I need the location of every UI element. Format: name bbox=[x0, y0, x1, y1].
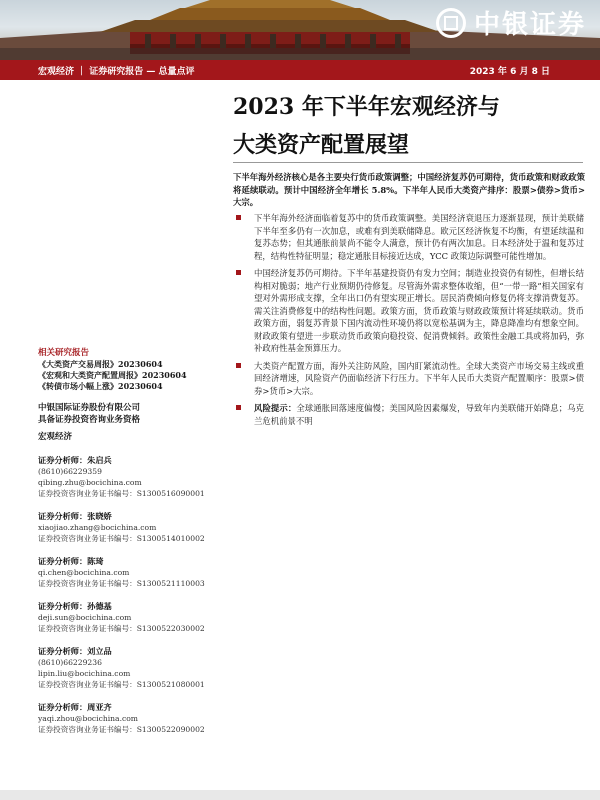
analyst-card bbox=[38, 455, 228, 499]
analyst-email[interactable]: xiaojiao.zhang@bocichina.com bbox=[38, 523, 157, 532]
sector-label: 宏观经济 bbox=[38, 432, 73, 442]
bullet-square-icon bbox=[236, 405, 241, 410]
bullet-square-icon bbox=[236, 363, 241, 368]
bullet-text: 中国经济复苏仍可期待。下半年基建投资仍有发力空间；制造业投资仍有韧性，但增长结构相对脆弱；地产行业预期仍待修复。尽管海外需求整体收缩，但“一带一路”相关国家有望对外需形成支撑，全年出口仍有望实现正增长。居民消费倾向修复仍将支撑消费复苏。需关注消费修复中的结构性问题。政策方面，货币政策与财政政策预计将延续联动。货币政策方面，弱复苏背景下国内流动性环境仍将以宽松基调为主，降息降准均有想象空间。财政政策有望进一步联动货币政策向稳投资、促消费倾斜。政策性金融工具或将加码，弥补政府性基金预算压力。 bbox=[254, 268, 584, 353]
bullet-square-icon bbox=[236, 270, 241, 275]
report-title bbox=[233, 88, 573, 164]
analyst-name: 刘立品 bbox=[87, 646, 112, 656]
analyst-card bbox=[38, 511, 228, 544]
analyst-name: 周亚齐 bbox=[87, 702, 112, 712]
title-line-1: 2023 年下半年宏观经济与 bbox=[233, 94, 500, 120]
bank-logo-icon bbox=[436, 8, 466, 38]
company-logo bbox=[436, 4, 586, 41]
analyst-email[interactable]: qi.chen@bocichina.com bbox=[38, 568, 130, 577]
analyst-cert: 证券投资咨询业务证书编号：S1300522090002 bbox=[38, 725, 205, 734]
analyst-name: 陈琦 bbox=[87, 556, 104, 566]
analyst-card bbox=[38, 556, 228, 589]
bullet-item bbox=[236, 267, 584, 355]
bullet-item bbox=[236, 360, 584, 398]
analyst-phone: (8610)66229359 bbox=[38, 467, 102, 476]
analyst-cert: 证券投资咨询业务证书编号：S1300521110003 bbox=[38, 579, 205, 588]
analyst-name: 朱启兵 bbox=[87, 455, 112, 465]
logo-text: 中银证券 bbox=[473, 10, 586, 40]
risk-text: 全球通胀回落速度偏慢；美国风险因素爆发，导致年内美联储开始降息；乌克兰危机前景不明 bbox=[254, 403, 585, 426]
analyst-name: 张晓娇 bbox=[87, 511, 112, 521]
company-name: 中银国际证券股份有限公司 bbox=[38, 403, 141, 413]
analyst-role: 证券分析师： bbox=[38, 511, 88, 521]
analyst-name: 孙德基 bbox=[87, 601, 112, 611]
analyst-role: 证券分析师： bbox=[38, 601, 88, 611]
sidebar bbox=[38, 348, 228, 735]
bullet-text: 大类资产配置方面，海外关注防风险，国内盯紧流动性。全球大类资产市场交易主线或重回经济增速，风险资产仍面临经济下行压力。下半年人民币大类资产配置顺序：股票>债券>货币>大宗。 bbox=[254, 360, 584, 396]
header-banner bbox=[0, 0, 600, 60]
company-info bbox=[38, 402, 228, 426]
risk-warning bbox=[236, 402, 584, 427]
bullet-square-icon bbox=[236, 215, 241, 220]
analyst-cert: 证券投资咨询业务证书编号：S1300522030002 bbox=[38, 624, 205, 633]
key-points bbox=[236, 212, 584, 432]
analyst-email[interactable]: lipin.liu@bocichina.com bbox=[38, 669, 131, 678]
analyst-email[interactable]: yaqi.zhou@bocichina.com bbox=[38, 714, 139, 723]
analyst-role: 证券分析师： bbox=[38, 556, 88, 566]
bullet-text: 下半年海外经济面临着复苏中的货币政策调整。美国经济衰退压力逐渐显现，预计美联储下半年至多仍有一次加息，或难有到美联储降息。欧元区经济恢复不均衡，有望延续温和复苏态势；但其通胀前景尚不能令人满意，预计仍有两次加息。日本经济处于温和复苏过程，结构性特征明显；稳定通胀目标接近达成，YCC 政策边际调整可能性增加。 bbox=[254, 213, 584, 261]
risk-heading: 风险提示： bbox=[254, 403, 297, 413]
related-reports-heading: 相关研究报告 bbox=[38, 348, 90, 358]
analyst-card bbox=[38, 601, 228, 634]
related-report-link[interactable]: 《宏观和大类资产配置周报》20230604 bbox=[38, 370, 187, 380]
company-qualification: 具备证券投资咨询业务资格 bbox=[38, 415, 141, 425]
summary-paragraph: 下半年海外经济核心是各主要央行货币政策调整；中国经济复苏仍可期待，货币政策和财政政策将延续联动。预计中国经济全年增长 5.8%。下半年人民币大类资产排序：股票>债券>货币>大宗。 bbox=[233, 172, 585, 207]
analyst-cert: 证券投资咨询业务证书编号：S1300514010002 bbox=[38, 534, 205, 543]
title-line-2: 大类资产配置展望 bbox=[233, 132, 410, 158]
page-footer-bar bbox=[0, 790, 600, 800]
analyst-cert: 证券投资咨询业务证书编号：S1300521080001 bbox=[38, 680, 205, 689]
report-date: 2023 年 6 月 8 日 bbox=[469, 67, 550, 77]
analyst-cert: 证券投资咨询业务证书编号：S1300516090001 bbox=[38, 489, 205, 498]
related-report-link[interactable]: 《大类资产交易周报》20230604 bbox=[38, 359, 163, 369]
report-category-bar bbox=[0, 60, 600, 80]
bullet-item bbox=[236, 212, 584, 262]
report-category: 宏观经济 ｜ 证券研究报告 — 总量点评 bbox=[38, 67, 195, 77]
analyst-email[interactable]: qibing.zhu@bocichina.com bbox=[38, 478, 142, 487]
analyst-role: 证券分析师： bbox=[38, 455, 88, 465]
analyst-card bbox=[38, 646, 228, 690]
analyst-role: 证券分析师： bbox=[38, 646, 88, 656]
analyst-card bbox=[38, 702, 228, 735]
title-divider bbox=[233, 162, 583, 163]
analyst-phone: (8610)66229236 bbox=[38, 658, 102, 667]
related-report-link[interactable]: 《转债市场小幅上涨》20230604 bbox=[38, 381, 163, 391]
analyst-role: 证券分析师： bbox=[38, 702, 88, 712]
analyst-email[interactable]: deji.sun@bocichina.com bbox=[38, 613, 132, 622]
